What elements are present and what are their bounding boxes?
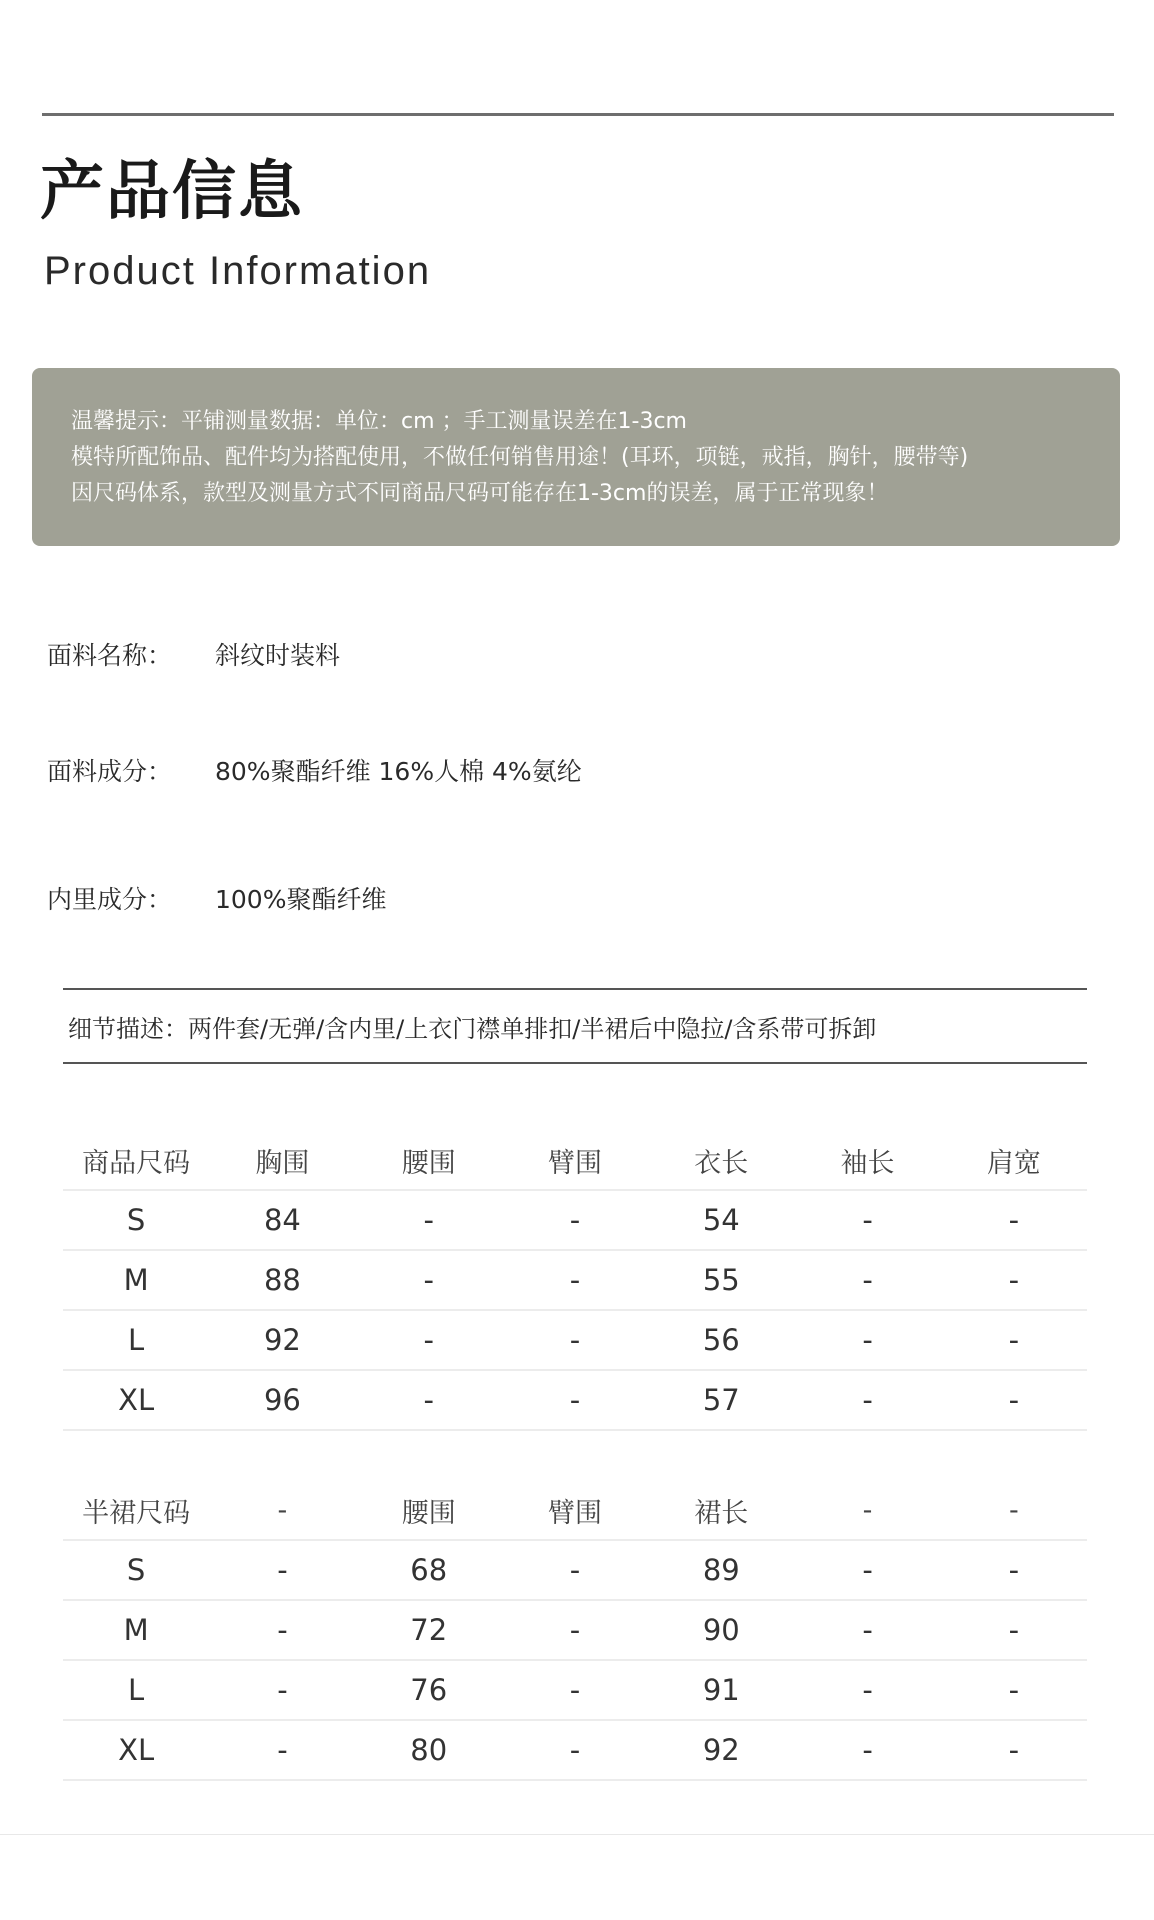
table-cell: -: [356, 1370, 502, 1430]
table-row: [63, 1600, 1087, 1660]
table-cell: -: [502, 1660, 648, 1720]
table-cell: -: [209, 1720, 355, 1780]
lining-label: 内里成分：: [47, 885, 173, 914]
details-value: 两件套/无弹/含内里/上衣门襟单排扣/半裙后中隐拉/含系带可拆卸: [188, 1015, 877, 1043]
table-cell: 68: [356, 1540, 502, 1600]
table-cell: -: [502, 1190, 648, 1250]
table-cell: -: [794, 1310, 940, 1370]
table-cell: -: [794, 1370, 940, 1430]
notice-box: [32, 368, 1120, 546]
table-cell: 88: [209, 1250, 355, 1310]
table-header-cell: 臂围: [502, 1481, 648, 1540]
table-row: [63, 1310, 1087, 1370]
table-cell: 92: [209, 1310, 355, 1370]
table-cell: -: [356, 1250, 502, 1310]
table-cell: XL: [63, 1370, 209, 1430]
details-bottom-divider: [63, 1062, 1087, 1064]
table-cell: M: [63, 1250, 209, 1310]
table-cell: 90: [648, 1600, 794, 1660]
table-cell: -: [502, 1310, 648, 1370]
table-cell: 91: [648, 1660, 794, 1720]
table-cell: -: [209, 1540, 355, 1600]
table-cell: 55: [648, 1250, 794, 1310]
bottom-divider: [0, 1834, 1154, 1835]
table-cell: 76: [356, 1660, 502, 1720]
table-cell: -: [356, 1190, 502, 1250]
table-cell: 89: [648, 1540, 794, 1600]
lining-value: 100%聚酯纤维: [215, 885, 387, 914]
table-cell: -: [356, 1310, 502, 1370]
table-cell: S: [63, 1190, 209, 1250]
table-cell: 84: [209, 1190, 355, 1250]
fabric-composition-label: 面料成分：: [47, 757, 173, 786]
notice-line: 因尺码体系，款型及测量方式不同商品尺码可能存在1-3cm的误差，属于正常现象！: [71, 481, 889, 506]
table-header-cell: 衣长: [648, 1131, 794, 1190]
fabric-name-row: [47, 636, 340, 672]
fabric-name-value: 斜纹时装料: [215, 641, 341, 670]
table-row: [63, 1660, 1087, 1720]
table-cell: -: [794, 1540, 940, 1600]
notice-line: 模特所配饰品、配件均为搭配使用，不做任何销售用途！(耳环，项链，戒指，胸针，腰带等): [71, 445, 969, 470]
table-cell: -: [941, 1540, 1087, 1600]
table-cell: -: [941, 1190, 1087, 1250]
table-cell: -: [941, 1600, 1087, 1660]
page-title: 产品信息: [40, 155, 304, 229]
table-header-cell: 腰围: [356, 1481, 502, 1540]
table-row: [63, 1540, 1087, 1600]
table-header-cell: 袖长: [794, 1131, 940, 1190]
table-cell: -: [502, 1720, 648, 1780]
table-cell: L: [63, 1310, 209, 1370]
table-cell: L: [63, 1660, 209, 1720]
table-header-row: [63, 1131, 1087, 1190]
table-header-cell: 腰围: [356, 1131, 502, 1190]
table-row: [63, 1250, 1087, 1310]
table-header-cell: 半裙尺码: [63, 1481, 209, 1540]
table-row: [63, 1370, 1087, 1430]
table-cell: -: [941, 1310, 1087, 1370]
table-header-cell: 裙长: [648, 1481, 794, 1540]
fabric-name-label: 面料名称：: [47, 641, 173, 670]
table-cell: -: [794, 1250, 940, 1310]
table-cell: -: [794, 1660, 940, 1720]
table-cell: 57: [648, 1370, 794, 1430]
lining-row: [47, 880, 386, 916]
table-header-cell: -: [941, 1481, 1087, 1540]
details-top-divider: [63, 988, 1087, 990]
notice-line: 温馨提示：平铺测量数据：单位：cm ；手工测量误差在1-3cm: [71, 409, 687, 434]
table-cell: 96: [209, 1370, 355, 1430]
table-header-row: [63, 1481, 1087, 1540]
skirt-size-table: [63, 1481, 1087, 1781]
table-cell: 54: [648, 1190, 794, 1250]
fabric-composition-value: 80%聚酯纤维 16%人棉 4%氨纶: [215, 757, 582, 786]
page-subtitle: Product Information: [44, 249, 432, 293]
details-row: [68, 1009, 876, 1044]
table-header-cell: -: [209, 1481, 355, 1540]
table-cell: -: [941, 1250, 1087, 1310]
table-header-cell: 肩宽: [941, 1131, 1087, 1190]
table-cell: XL: [63, 1720, 209, 1780]
table-cell: -: [502, 1370, 648, 1430]
table-header-cell: 臂围: [502, 1131, 648, 1190]
fabric-composition-row: [47, 752, 582, 788]
table-cell: -: [502, 1600, 648, 1660]
table-cell: -: [209, 1600, 355, 1660]
table-cell: M: [63, 1600, 209, 1660]
table-cell: -: [941, 1370, 1087, 1430]
table-cell: -: [794, 1720, 940, 1780]
table-header-cell: 胸围: [209, 1131, 355, 1190]
table-header-cell: -: [794, 1481, 940, 1540]
top-size-table: [63, 1131, 1087, 1431]
table-cell: -: [941, 1720, 1087, 1780]
table-cell: 56: [648, 1310, 794, 1370]
top-divider: [42, 113, 1114, 116]
table-cell: -: [209, 1660, 355, 1720]
details-label: 细节描述：: [68, 1015, 188, 1043]
table-cell: -: [794, 1190, 940, 1250]
table-cell: 92: [648, 1720, 794, 1780]
table-cell: -: [794, 1600, 940, 1660]
table-cell: S: [63, 1540, 209, 1600]
table-row: [63, 1190, 1087, 1250]
table-cell: 72: [356, 1600, 502, 1660]
table-cell: -: [502, 1540, 648, 1600]
table-header-cell: 商品尺码: [63, 1131, 209, 1190]
table-row: [63, 1720, 1087, 1780]
table-cell: 80: [356, 1720, 502, 1780]
table-cell: -: [502, 1250, 648, 1310]
table-cell: -: [941, 1660, 1087, 1720]
